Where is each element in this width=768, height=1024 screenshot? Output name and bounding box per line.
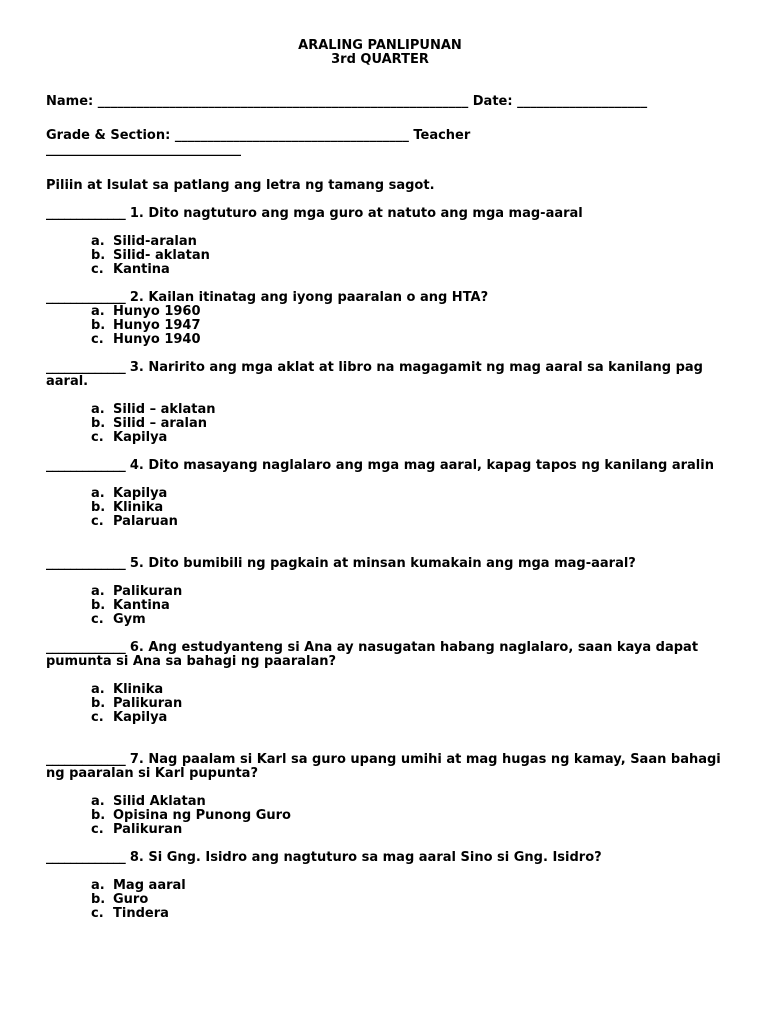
option-item [91, 697, 726, 711]
question-3 [46, 361, 726, 445]
answer-blank: _____________ [46, 290, 126, 305]
option-item [91, 305, 726, 319]
option-text: Opisina ng Punong Guro [113, 808, 291, 823]
question-stem [46, 291, 726, 305]
option-text: Kapilya [113, 486, 168, 501]
question-1 [46, 207, 726, 277]
question-text: Ang estudyanteng si Ana ay nasugatan habang naglalaro, saan kaya dapat pumunta si Ana sa bahagi ng paaralan? [46, 640, 699, 669]
question-text: Dito masayang naglalaro ang mga mag aaral, kapag tapos ng kanilang aralin [148, 458, 714, 473]
option-item [91, 403, 726, 417]
answer-options [46, 585, 726, 627]
option-item [91, 263, 726, 277]
answer-blank: _____________ [46, 556, 126, 571]
worksheet-title: ARALING PANLIPUNAN [298, 38, 462, 53]
answer-options [46, 487, 726, 529]
option-item [91, 683, 726, 697]
option-item [91, 501, 726, 515]
option-text: Silid – aklatan [113, 402, 216, 417]
option-text: Kapilya [113, 430, 168, 445]
question-text: Si Gng. Isidro ang nagtuturo sa mag aaral Sino si Gng. Isidro? [148, 850, 602, 865]
option-text: Guro [113, 892, 149, 907]
question-stem [46, 361, 726, 389]
name-date-line: Name: _________________________________________________________ Date: ____________________ [46, 94, 648, 109]
answer-options [46, 403, 726, 445]
option-item [91, 893, 726, 907]
option-item [91, 795, 726, 809]
question-text: Kailan itinatag ang iyong paaralan o ang HTA? [148, 290, 489, 305]
option-letter: a. [91, 234, 105, 249]
question-number: 4. [129, 458, 144, 473]
option-item [91, 907, 726, 921]
question-stem [46, 641, 726, 669]
option-text: Kantina [113, 598, 170, 613]
option-item [91, 319, 726, 333]
question-text: Nag paalam si Karl sa guro upang umihi at mag hugas ng kamay, Saan bahagi ng paaralan si Karl pupunta? [46, 752, 721, 781]
option-text: Silid – aralan [113, 416, 208, 431]
option-letter: a. [91, 794, 105, 809]
question-number: 1. [129, 206, 144, 221]
option-item [91, 249, 726, 263]
option-letter: b. [91, 248, 106, 263]
option-item [91, 823, 726, 837]
option-item [91, 417, 726, 431]
answer-blank: _____________ [46, 458, 126, 473]
question-stem [46, 851, 726, 865]
answer-options [46, 795, 726, 837]
option-letter: c. [91, 514, 104, 529]
question-5 [46, 557, 726, 627]
option-text: Mag aaral [113, 878, 186, 893]
question-8 [46, 851, 726, 921]
option-letter: b. [91, 318, 106, 333]
option-letter: b. [91, 416, 106, 431]
option-letter: c. [91, 710, 104, 725]
worksheet-subtitle: 3rd QUARTER [331, 52, 429, 67]
question-2 [46, 291, 726, 347]
question-stem [46, 459, 726, 473]
answer-blank: _____________ [46, 360, 126, 375]
question-number: 8. [129, 850, 144, 865]
option-text: Silid Aklatan [113, 794, 206, 809]
option-text: Silid- aklatan [113, 248, 210, 263]
option-letter: c. [91, 262, 104, 277]
option-letter: b. [91, 598, 106, 613]
option-item [91, 235, 726, 249]
option-letter: b. [91, 500, 106, 515]
answer-blank: _____________ [46, 752, 126, 767]
option-item [91, 809, 726, 823]
instructions: Piliin at Isulat sa patlang ang letra ng tamang sagot. [46, 178, 435, 193]
option-text: Hunyo 1947 [113, 318, 201, 333]
option-item [91, 487, 726, 501]
option-letter: c. [91, 906, 104, 921]
option-text: Tindera [113, 906, 169, 921]
option-text: Hunyo 1960 [113, 304, 201, 319]
answer-options [46, 879, 726, 921]
question-number: 2. [129, 290, 144, 305]
option-item [91, 711, 726, 725]
option-text: Klinika [113, 682, 164, 697]
option-letter: a. [91, 584, 105, 599]
option-letter: c. [91, 612, 104, 627]
answer-options [46, 235, 726, 277]
worksheet-header [0, 39, 760, 67]
option-letter: b. [91, 696, 106, 711]
option-text: Silid-aralan [113, 234, 197, 249]
question-text: Dito nagtuturo ang mga guro at natuto ang mga mag-aaral [148, 206, 583, 221]
answer-blank: _____________ [46, 206, 126, 221]
option-item [91, 879, 726, 893]
option-text: Hunyo 1940 [113, 332, 201, 347]
option-letter: a. [91, 682, 105, 697]
option-letter: a. [91, 878, 105, 893]
answer-options [46, 305, 726, 347]
answer-blank: _____________ [46, 640, 126, 655]
option-letter: b. [91, 892, 106, 907]
question-number: 3. [129, 360, 144, 375]
question-4 [46, 459, 726, 529]
option-letter: a. [91, 304, 105, 319]
student-info-fields [46, 95, 726, 157]
question-number: 7. [129, 752, 144, 767]
option-text: Gym [113, 612, 146, 627]
option-text: Palikuran [113, 696, 183, 711]
option-item [91, 515, 726, 529]
option-letter: c. [91, 822, 104, 837]
answer-blank: _____________ [46, 850, 126, 865]
option-letter: c. [91, 430, 104, 445]
option-text: Kantina [113, 262, 170, 277]
question-stem [46, 207, 726, 221]
option-text: Palikuran [113, 822, 183, 837]
option-letter: c. [91, 332, 104, 347]
question-number: 6. [129, 640, 144, 655]
answer-options [46, 683, 726, 725]
question-stem [46, 753, 726, 781]
option-item [91, 431, 726, 445]
option-text: Klinika [113, 500, 164, 515]
option-text: Kapilya [113, 710, 168, 725]
option-item [91, 585, 726, 599]
option-item [91, 333, 726, 347]
question-stem [46, 557, 726, 571]
question-text: Naririto ang mga aklat at libro na magagamit ng mag aaral sa kanilang pag aaral. [46, 360, 703, 389]
teacher-blank-line: ______________________________ [46, 142, 241, 157]
option-item [91, 613, 726, 627]
option-letter: a. [91, 486, 105, 501]
question-text: Dito bumibili ng pagkain at minsan kumakain ang mga mag-aaral? [148, 556, 636, 571]
question-7 [46, 753, 726, 837]
option-item [91, 599, 726, 613]
option-letter: a. [91, 402, 105, 417]
question-6 [46, 641, 726, 725]
option-text: Palikuran [113, 584, 183, 599]
option-letter: b. [91, 808, 106, 823]
grade-section-teacher-line: Grade & Section: ____________________________________ Teacher [46, 128, 471, 143]
question-number: 5. [129, 556, 144, 571]
option-text: Palaruan [113, 514, 178, 529]
